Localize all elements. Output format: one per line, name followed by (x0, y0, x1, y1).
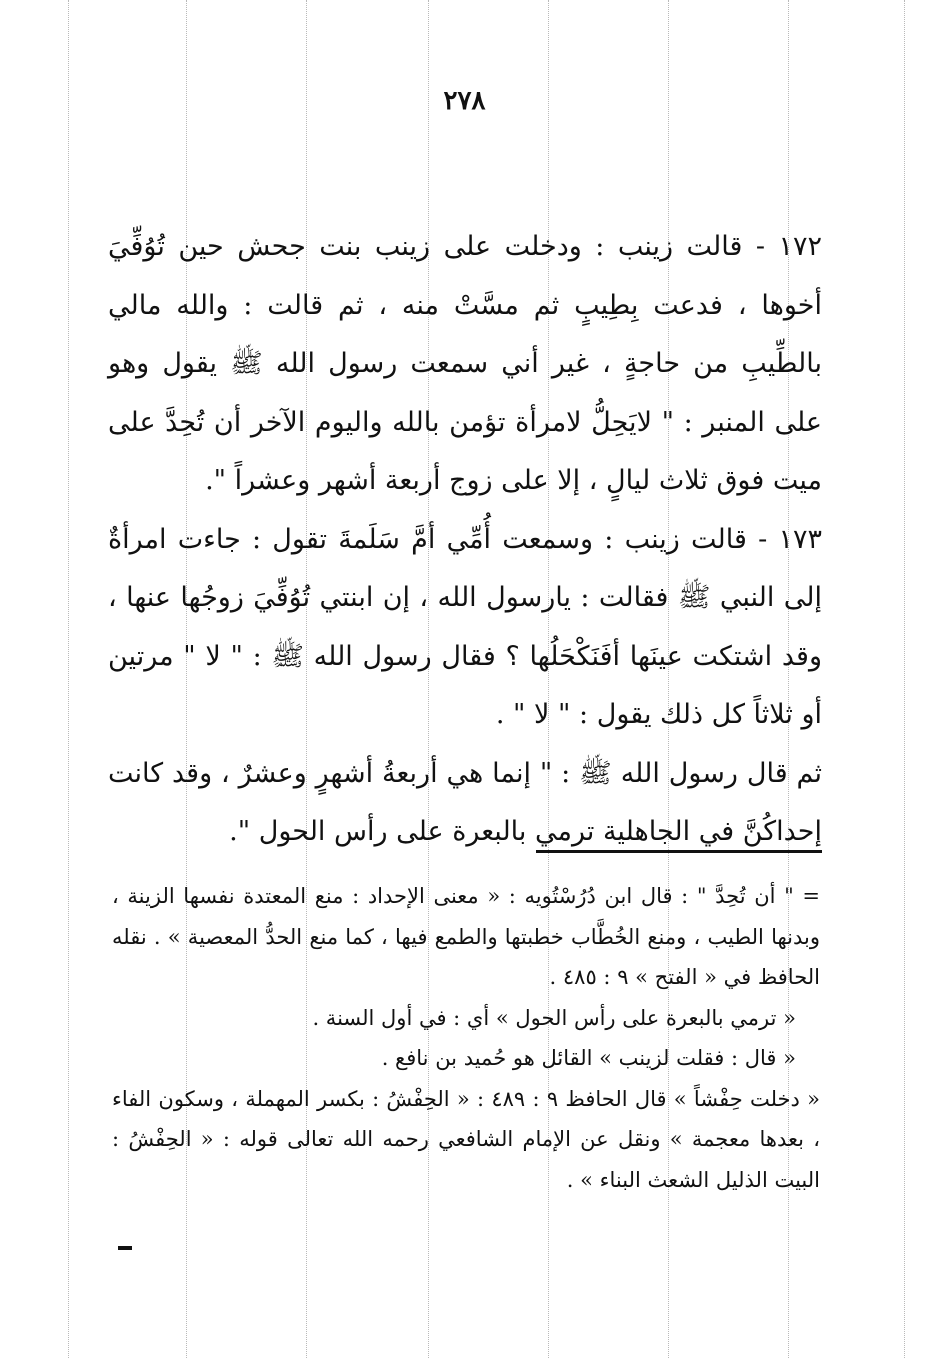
footnotes (112, 876, 820, 1200)
hadith-172-paragraph: ١٧٢ - قالت زينب : ودخلت على زينب بنت جحش حين تُوُفِّيَ أخوها ، فدعت بِطِيبٍ ثم مسَّتْ منه ، ثم قالت : والله مالي بالطِّيبِ من حاجةٍ ، غير أني سمعت رسول الله ﷺ يقول وهو على المنبر : " لايَحِلُّ لامرأة تؤمن بالله واليوم الآخر أن تُحِدَّ على ميت فوق ثلاث ليالٍ ، إلا على زوج أربعة أشهر وعشراً ". (108, 231, 822, 496)
page-number: ٢٧٨ (443, 86, 486, 116)
footnote-throwing-dung: « ترمي بالبعرة على رأس الحول » أي : في أول السنة . (312, 1005, 796, 1030)
hadith-173-continuation-paragraph: ثم قال رسول الله ﷺ : " إنما هي أربعةُ أشهرٍ وعشرٌ ، وقد كانت إحداكُنَّ في الجاهلية ترمي بالبعرة على رأس الحول ". (108, 757, 822, 847)
hadith-173-paragraph: ١٧٣ - قالت زينب : وسمعت أُمِّي أمَّ سَلَمةَ تقول : جاءت امرأةٌ إلى النبي ﷺ فقالت : يارسول الله ، إن ابنتي تُوُفِّيَ زوجُها عنها ، وقد اشتكت عينَها أفَنَكْحَلُها ؟ فقال رسول الله ﷺ : " لا " مرتين أو ثلاثاً كل ذلك يقول : " لا " . (108, 523, 822, 730)
scan-guide-line (68, 0, 69, 1358)
scan-guide-line (904, 0, 905, 1358)
page-end-mark (118, 1246, 132, 1250)
main-text (108, 218, 822, 862)
footnote-hifsh: « دخلت حِفْشاً » قال الحافظ ٩ : ٤٨٩ : « الحِفْشُ : بكسر المهملة ، وسكون الفاء ، بعدها معجمة » ونقل عن الإمام الشافعي رحمه الله تعالى قوله : « الحِفْشُ : البيت الذليل الشعث البناء » . (112, 1086, 820, 1192)
footnote-ihdad: = " أن تُحِدَّ " : قال ابن دُرُسْتُويه : « معنى الإحداد : منع المعتدة نفسها الزينة ، وبدنها الطيب ، ومنع الخُطَّاب خطبتها والطمع فيها ، كما منع الحدُّ المعصية » . نقله الحافظ في « الفتح » ٩ : ٤٨٥ . (112, 884, 820, 989)
footnote-narrator: « قال : فقلت لزينب » القائل هو حُميد بن نافع . (381, 1046, 796, 1070)
footnote-divider (536, 850, 822, 853)
